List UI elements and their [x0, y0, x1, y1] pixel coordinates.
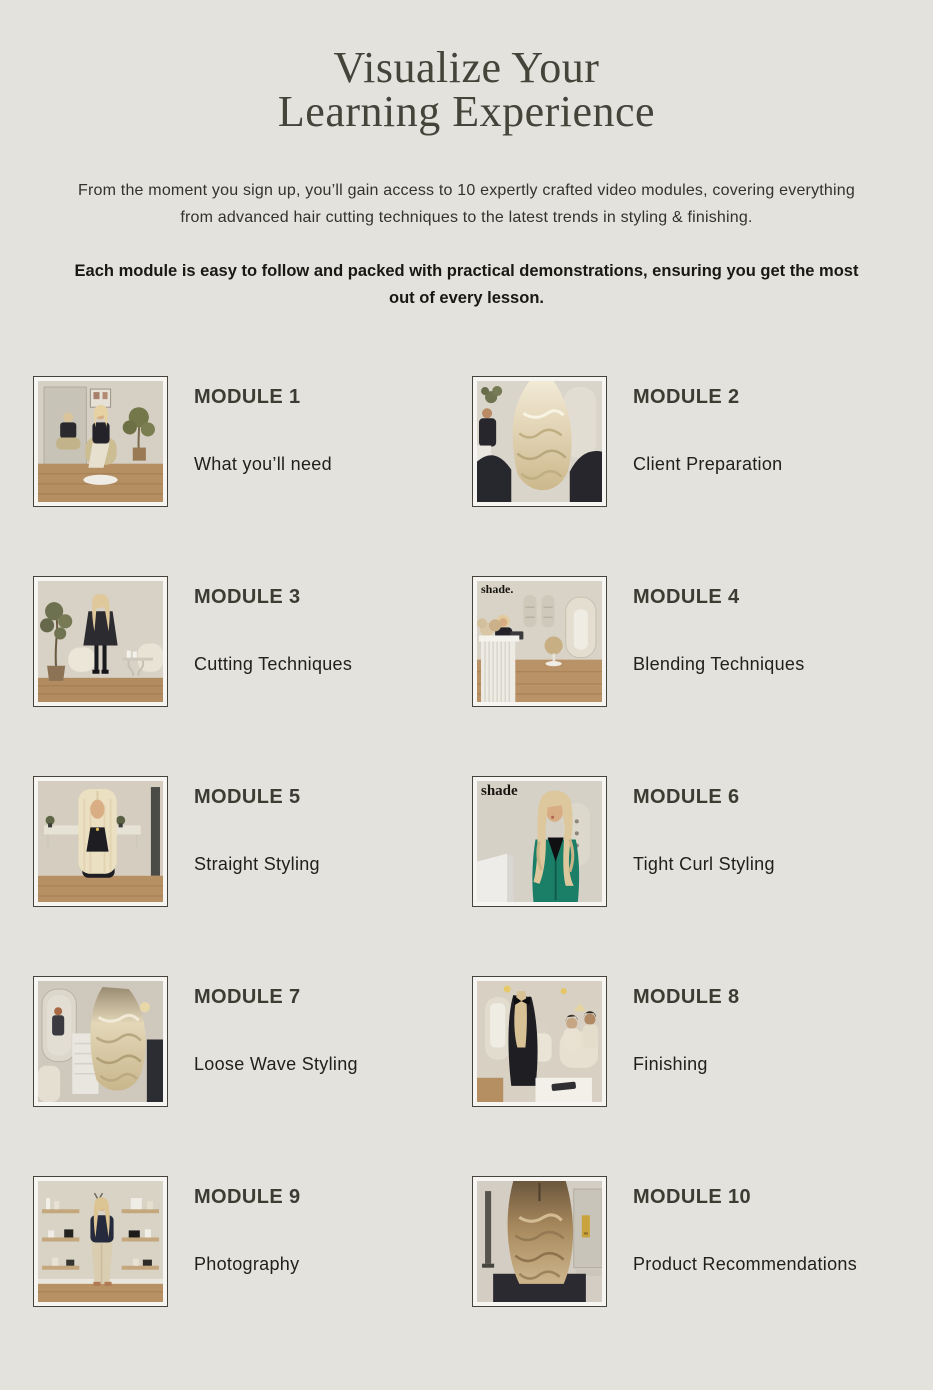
module-2-text [633, 376, 782, 507]
module-2-title: Client Preparation [633, 453, 783, 474]
module-row-1 [33, 376, 472, 507]
module-4-title: Blending Techniques [633, 653, 805, 674]
page-title-line-1: Visualize Your [333, 43, 600, 92]
module-4-text [633, 576, 805, 707]
module-row-7 [33, 976, 472, 1107]
module-9-text [194, 1176, 301, 1307]
module-3-thumbnail [33, 576, 168, 707]
module-7-title: Loose Wave Styling [194, 1053, 358, 1074]
module-9-title: Photography [194, 1253, 300, 1274]
module-9-photo-stylist-by-product-shelves [38, 1181, 163, 1302]
module-8-photo-stylists-working-in-salon [477, 981, 602, 1102]
module-5-thumbnail [33, 776, 168, 907]
module-8-heading: MODULE 8 [633, 985, 740, 1008]
module-3-text [194, 576, 352, 707]
module-6-title: Tight Curl Styling [633, 853, 775, 874]
module-7-photo-loose-waves-back-view [38, 981, 163, 1102]
module-6-photo-model-in-green-top-with-waves [477, 781, 602, 902]
module-6-heading: MODULE 6 [633, 785, 740, 808]
module-8-text [633, 976, 740, 1107]
module-3-heading: MODULE 3 [194, 585, 301, 608]
module-5-photo-straight-platinum-hair-model [38, 781, 163, 902]
module-row-3 [33, 576, 472, 707]
module-8-title: Finishing [633, 1053, 708, 1074]
module-6-thumbnail [472, 776, 607, 907]
module-10-photo-bronde-waves-back-view [477, 1181, 602, 1302]
module-1-text [194, 376, 332, 507]
module-10-text [633, 1176, 857, 1307]
module-5-title: Straight Styling [194, 853, 320, 874]
intro-bold-paragraph: Each module is easy to follow and packed with practical demonstrations, ensuring you get the most out of every lesson. [74, 261, 859, 307]
module-10-thumbnail [472, 1176, 607, 1307]
module-row-5 [33, 776, 472, 907]
module-row-10 [472, 1176, 911, 1307]
shade-salon-sign: shade [481, 782, 518, 799]
module-row-8 [472, 976, 911, 1107]
module-3-title: Cutting Techniques [194, 653, 353, 674]
module-2-thumbnail [472, 376, 607, 507]
module-4-photo-salon-reception-desk [477, 581, 602, 702]
module-5-heading: MODULE 5 [194, 785, 301, 808]
module-7-thumbnail [33, 976, 168, 1107]
module-7-text [194, 976, 358, 1107]
module-9-thumbnail [33, 1176, 168, 1307]
module-5-text [194, 776, 320, 907]
module-row-4 [472, 576, 911, 707]
module-2-heading: MODULE 2 [633, 385, 740, 408]
module-8-thumbnail [472, 976, 607, 1107]
module-4-thumbnail [472, 576, 607, 707]
intro-paragraph: From the moment you sign up, you’ll gain access to 10 expertly crafted video modules, covering everything from advanced hair cutting techniques to the latest trends in styling & finishing. [78, 182, 855, 226]
module-6-text [633, 776, 775, 907]
module-4-heading: MODULE 4 [633, 585, 740, 608]
module-7-heading: MODULE 7 [194, 985, 301, 1008]
module-10-title: Product Recommendations [633, 1253, 858, 1274]
module-1-photo-woman-seated-in-salon [38, 381, 163, 502]
module-row-6 [472, 776, 911, 907]
module-1-heading: MODULE 1 [194, 385, 301, 408]
module-3-photo-stylist-standing-in-salon [38, 581, 163, 702]
module-2-photo-blonde-wavy-hair-back-view [477, 381, 602, 502]
module-10-heading: MODULE 10 [633, 1185, 752, 1208]
module-row-9 [33, 1176, 472, 1307]
module-1-thumbnail [33, 376, 168, 507]
shade-salon-sign: shade. [481, 581, 514, 596]
module-row-2 [472, 376, 911, 507]
page-title [0, 43, 933, 136]
module-1-title: What you’ll need [194, 453, 332, 474]
learning-experience-section [0, 43, 933, 1390]
module-9-heading: MODULE 9 [194, 1185, 301, 1208]
page-title-line-2: Learning Experience [277, 87, 656, 136]
modules-grid [0, 376, 933, 1307]
